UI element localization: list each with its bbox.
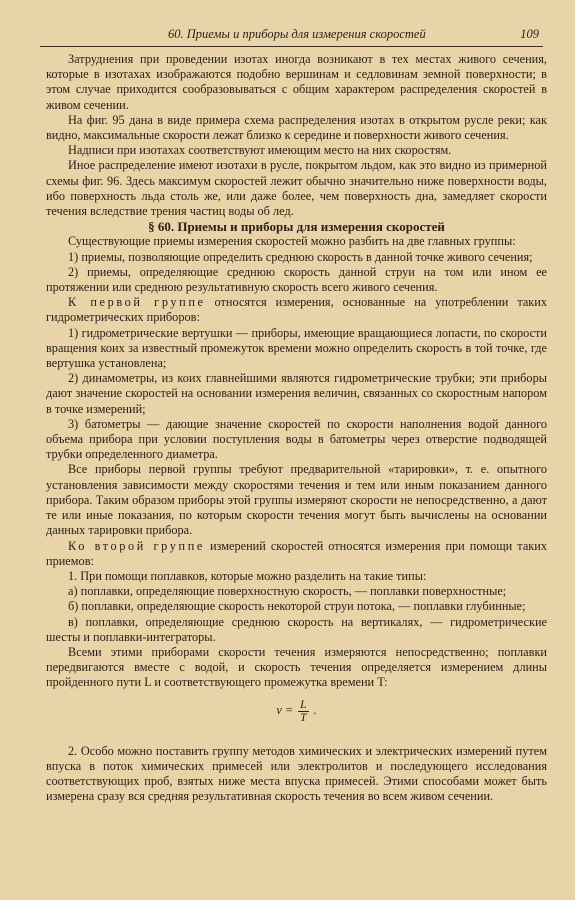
list-item: 1) гидрометрические вертушки — приборы, имеющие вращающиеся лопасти, по скорости вращения коих за известный промежуток времени можно определить скорость в той точке, где вертушка установлена;: [46, 325, 547, 371]
list-item: в) поплавки, определяющие среднюю скорость на вертикалях, — гидрометрические шесты и поплавки-интеграторы.: [46, 614, 547, 644]
section-title: § 60. Приемы и приборы для измерения скоростей: [148, 219, 445, 235]
paragraph: Всеми этими приборами скорости течения измеряются непосредственно; поплавки передвигаются вместе с водой, и скорость течения определяется измерением длины пройденного пути L и соответствующего промежутка времени T:: [46, 644, 547, 690]
list-item: 2) динамометры, из коих главнейшими являются гидрометрические трубки; эти приборы дают значение скоростей на основании измерения величин, связанных со скоростным напором в точке измерений;: [46, 371, 547, 416]
paragraph: 2. Особо можно поставить группу методов химических и электрических измерений путем впуска в поток химических примесей или электролитов и последующего исследования соответствующих проб, взятых ниже места впуска примесей. Этими способами может быть измерена сразу вся средняя результативная скорость течения во всем живом сечении.: [46, 743, 547, 804]
formula: [46, 699, 547, 724]
formula-numerator: L: [300, 698, 307, 711]
paragraph: Все приборы первой группы требуют предварительной «тарировки», т. е. опытного установления зависимости между скоростями течения и тем или иным показанием данного прибора. Таким образом приборы этой группы измеряют скорости не непосредственно, а дают те или иные показания, по которым скорости течения могут быть вычислены на основании данных тарировки прибора.: [46, 462, 547, 538]
group-2-lead: Ко второй группе: [68, 538, 205, 553]
paragraph-group-2: [46, 539, 547, 569]
list-item: а) поплавки, определяющие поверхностную скорость, — поплавки поверхностные;: [68, 584, 507, 599]
list-item: б) поплавки, определяющие скорость некоторой струи потока, — поплавки глубинные;: [68, 599, 526, 614]
list-item: 2) приемы, определяющие среднюю скорость данной струи на том или ином ее протяжении или среднюю результативную скорость всего живого сечения.: [46, 264, 547, 295]
page-body: [46, 52, 547, 804]
formula-fraction: [298, 699, 308, 724]
paragraph: Существующие приемы измерения скоростей можно разбить на две главных группы:: [68, 234, 516, 249]
list-item: 1) приемы, позволяющие определить среднюю скорость в данной точке живого сечения;: [68, 249, 533, 264]
group-2-rest: измерений скоростей относятся измерения при помощи таких приемов:: [46, 538, 547, 568]
list-item: 1. При помощи поплавков, которые можно разделить на такие типы:: [68, 568, 427, 583]
group-1-rest: относятся измерения, основанные на употреблении таких гидрометрических приборов:: [46, 295, 547, 325]
paragraph: Надписи при изотахах соответствуют имеющим место на них скоростям.: [68, 143, 452, 158]
page-number: 109: [520, 27, 539, 41]
paragraph: Иное распределение имеют изотахи в русле, покрытом льдом, как это видно из примерной схемы фиг. 96. Здесь максимум скоростей лежит обычно значительно ниже поверхности воды, ибо поверхность льда столь же, или даже более, чем поверхность дна, замедляет скорости течения вследствие трения частиц воды об лед.: [46, 158, 547, 219]
group-1-lead: К первой группе: [68, 295, 206, 310]
running-title: 60. Приемы и приборы для измерения скоростей: [168, 27, 426, 41]
paragraph: На фиг. 95 дана в виде примера схема распределения изотах в открытом русле реки; как видно, максимальные скорости лежат близко к середине и поверхности живого сечения.: [46, 112, 547, 143]
formula-tail: .: [313, 703, 317, 718]
paragraph-group-1: [46, 295, 547, 325]
page-header: [40, 24, 543, 47]
formula-lhs: v =: [276, 703, 294, 718]
formula-denominator: T: [300, 711, 307, 724]
paragraph: Затруднения при проведении изотах иногда возникают в тех местах живого сечения, которые в изотахах изображаются подобно вершинам и седловинам земной поверхности; в этом случае приходится сообразовываться с общим характером распределения скоростей в живом сечении.: [46, 52, 547, 112]
list-item: 3) батометры — дающие значение скоростей по скорости наполнения водой данного объема прибора при условии поступления воды в батометры через отверстие подводящей трубки определенного диаметра.: [46, 416, 547, 462]
